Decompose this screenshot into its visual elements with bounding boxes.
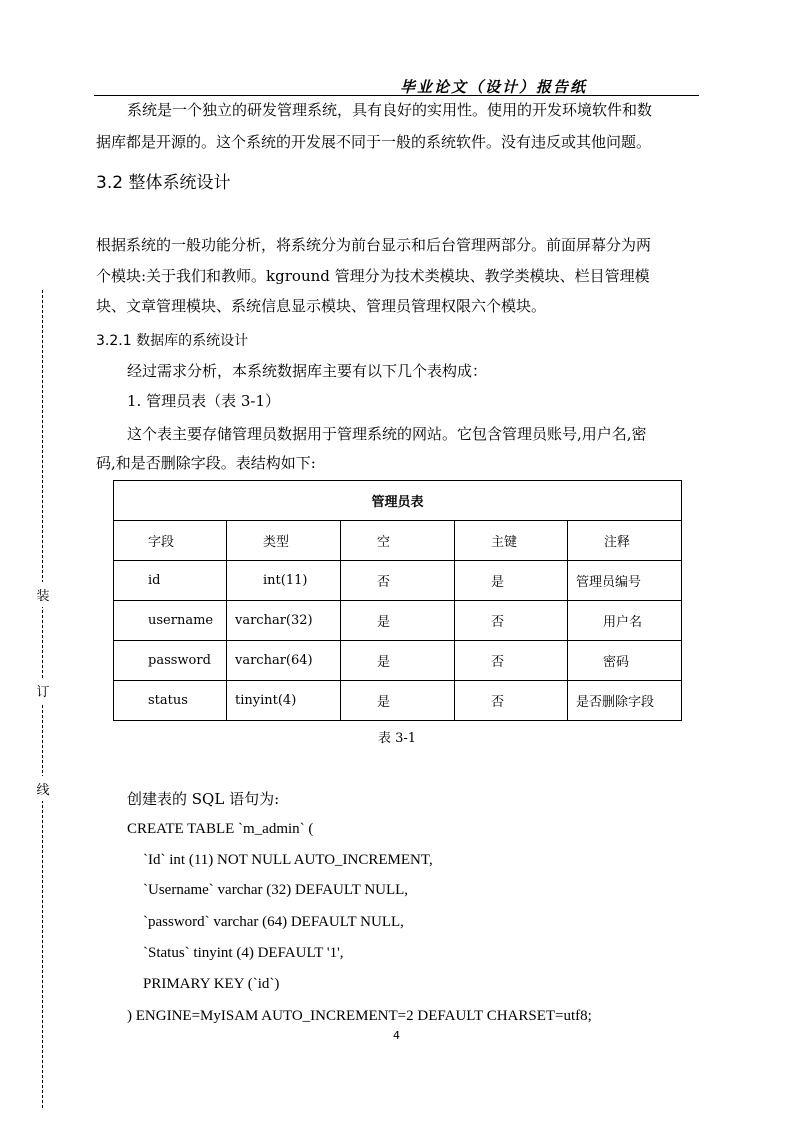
sql-line: `Username` varchar (32) DEFAULT NULL, [143,882,409,898]
db-intro-line-4: 码,和是否删除字段。表结构如下: [96,454,316,472]
intro-line-2: 据库都是开源的。这个系统的开发展不同于一般的系统软件。没有违反或其他问题。 [96,133,652,151]
db-intro-line-1: 经过需求分析，本系统数据库主要有以下几个表构成： [127,362,488,380]
overview-line-1: 根据系统的一般功能分析，将系统分为前台显示和后台管理两部分。前面屏幕分为两 [96,236,652,254]
db-intro-line-2: 1. 管理员表（表 3-1） [127,392,281,410]
table-cell: 是 [341,641,455,681]
table-cell: varchar(64) [227,641,341,681]
table-cell: 否 [455,601,568,641]
overview-line-3: 块、文章管理模块、系统信息显示模块、管理员管理权限六个模块。 [96,297,547,315]
table-cell: 否 [455,641,568,681]
table-cell: 否 [455,681,568,721]
subsection-heading: 3.2.1 数据库的系统设计 [96,333,249,349]
table-header-cell: 空 [341,521,455,561]
binding-char-zhuang: 装 [36,582,50,607]
table-cell: id [114,561,227,601]
sql-line: `password` varchar (64) DEFAULT NULL, [143,914,404,930]
db-intro-line-3: 这个表主要存储管理员数据用于管理系统的网站。它包含管理员账号,用户名,密 [127,425,647,443]
table-header-cell: 主键 [455,521,568,561]
sql-line: `Id` int (11) NOT NULL AUTO_INCREMENT, [143,852,433,868]
table-cell: password [114,641,227,681]
table-caption: 表 3-1 [378,731,417,746]
table-cell: 密码 [568,641,682,681]
table-title-row [114,481,682,521]
overview-line-2: 个模块:关于我们和教师。kground 管理分为技术类模块、教学类模块、栏目管理模 [96,267,650,285]
section-heading: 3.2 整体系统设计 [96,173,231,193]
table-row [114,681,682,721]
page-header-title: 毕业论文（设计）报告纸 [400,78,588,96]
admin-table [113,480,682,721]
table-cell: int(11) [227,561,341,601]
table-header-cell: 字段 [114,521,227,561]
table-cell: 否 [341,561,455,601]
sql-line: CREATE TABLE `m_admin` ( [127,821,314,837]
table-cell: tinyint(4) [227,681,341,721]
sql-intro: 创建表的 SQL 语句为: [127,790,280,808]
table-cell: 用户名 [568,601,682,641]
sql-line: ) ENGINE=MyISAM AUTO_INCREMENT=2 DEFAULT CHARSET=utf8; [127,1008,592,1024]
table-cell: varchar(32) [227,601,341,641]
table-cell: username [114,601,227,641]
table-header-cell: 注释 [568,521,682,561]
table-cell: status [114,681,227,721]
table-row [114,561,682,601]
sql-line: PRIMARY KEY (`id`) [143,976,280,992]
table-cell: 是 [341,601,455,641]
intro-line-1: 系统是一个独立的研发管理系统，具有良好的实用性。使用的开发环境软件和数 [127,101,653,119]
binding-char-xian: 线 [36,776,50,801]
table-cell: 是否删除字段 [568,681,682,721]
binding-char-ding: 订 [36,678,50,703]
table-cell: 是 [341,681,455,721]
table-cell: 是 [455,561,568,601]
table-header-cell: 类型 [227,521,341,561]
table-row [114,641,682,681]
table-title: 管理员表 [114,481,682,521]
table-row [114,601,682,641]
page-number: 4 [393,1029,400,1042]
table-header-row [114,521,682,561]
sql-line: `Status` tinyint (4) DEFAULT '1', [143,945,344,961]
table-cell: 管理员编号 [568,561,682,601]
